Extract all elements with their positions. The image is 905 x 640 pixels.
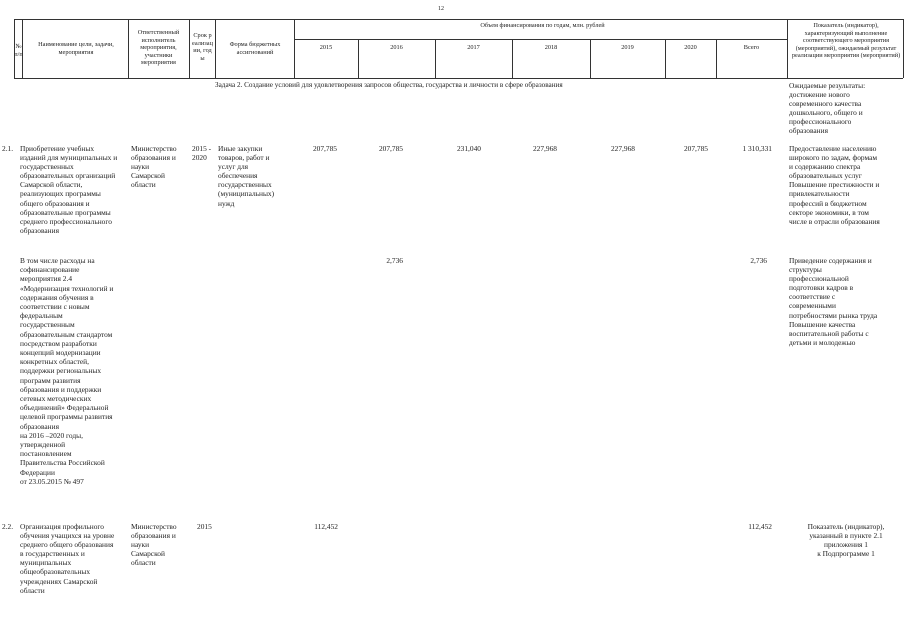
header-top-line xyxy=(14,19,903,20)
row-name: В том числе расходы на софинансирование мероприятия 2.4 «Модернизация технологий и содержания обучения в соответствии с новым федеральным государственным образовательным стандартом посредством разработки концепций модернизации конкретных областей, поддержки региональных программ развития образования и поддержки сетевых методических объединений» Федеральной целевой программы развития образования на 2016 –2020 годы, утвержденной постановлением Правительства Российской Федерации от 23.05.2015 № 497 xyxy=(20,256,114,486)
value-2016: 2,736 xyxy=(386,256,403,265)
header-executor: Ответственный исполнитель мероприятия, участники мероприятия xyxy=(137,29,180,67)
col-divider xyxy=(787,19,788,78)
header-year-line xyxy=(294,39,787,40)
value-2017: 231,040 xyxy=(456,144,481,153)
row-term: 2015 xyxy=(197,522,212,531)
col-divider xyxy=(189,19,190,78)
row-executor: Министерство образования и науки Самарской области xyxy=(131,144,177,190)
header-year-2019: 2019 xyxy=(621,44,634,51)
row-executor: Министерство образования и науки Самарской области xyxy=(131,522,177,568)
row-index: 2.2. xyxy=(2,522,14,531)
header-year-2020: 2020 xyxy=(684,44,697,51)
value-total: 112,452 xyxy=(748,522,772,531)
header-year-2016: 2016 xyxy=(390,44,403,51)
task-title: Задача 2. Создание условий для удовлетворения запросов общества, государства и личности в сфере образования xyxy=(215,81,563,89)
value-2015: 207,785 xyxy=(312,144,337,153)
header-term: Срок реализации, годы xyxy=(192,32,213,62)
header-year-2015: 2015 xyxy=(319,44,333,51)
row-name: Организация профильного обучения учащихся на уровне среднего общего образования в государственных и муниципальных общеобразовательных учреждениях Самарской области xyxy=(20,522,115,595)
row-term: 2015 - 2020 xyxy=(192,144,212,163)
row-index: 2.1. xyxy=(2,144,14,153)
row-form: Иные закупки товаров, работ и услуг для обеспечения государственных (муниципальных) нужд xyxy=(218,144,275,208)
page-number: 12 xyxy=(438,6,444,12)
value-2016: 207,785 xyxy=(378,144,403,153)
header-year-2017: 2017 xyxy=(467,44,480,51)
row-indicator: Приведение содержания и структуры профессиональной подготовки кадров в соответствие с современными потребностями рынка труда Повышение качества воспитательной работы с детьми и молодежью xyxy=(789,256,878,347)
header-index xyxy=(14,43,23,58)
header-bottom-line xyxy=(14,78,903,79)
value-2015: 112,452 xyxy=(314,522,338,531)
value-2018: 227,968 xyxy=(532,144,557,153)
col-divider xyxy=(128,19,129,78)
header-financing: Объем финансирования по годам, млн. рублей xyxy=(480,22,605,29)
row-indicator: Предоставление населению широкого по задам, формам и содержанию спектра образовательных услуг Повышение престижности и привлекательности профессий в бюджетном секторе экономики, в том числе в отрасли образования xyxy=(789,144,880,226)
header-index-line-1: № xyxy=(15,43,22,50)
task-result: Ожидаемые результаты: достижение нового современного качества дошкольного, общего и профессионального образования xyxy=(789,81,866,136)
header-total: Всего xyxy=(743,44,760,51)
value-2020: 207,785 xyxy=(683,144,708,153)
col-divider xyxy=(215,19,216,78)
header-form: Форма бюджетных ассигнований xyxy=(229,41,281,56)
col-divider xyxy=(903,19,904,78)
row-indicator: Показатель (индикатор), указанный в пункте 2.1 приложения 1 к Подпрограмме 1 xyxy=(807,522,885,559)
header-indicator: Показатель (индикатор), характеризующий выполнение соответствующего мероприятия (мероприятий), ожидаемый результат реализации мероприятия (мероприятий) xyxy=(791,22,901,60)
value-total: 2,736 xyxy=(750,256,767,265)
header-year-2018: 2018 xyxy=(544,44,558,51)
header-name: Наименование цели, задачи, мероприятия xyxy=(38,41,114,56)
header-index-line-2: п/п xyxy=(14,50,23,58)
value-total: 1 310,331 xyxy=(742,144,772,153)
row-name: Приобретение учебных изданий для муниципальных и государственных образовательных организаций Самарской области, реализующих программы общего образования и образовательные программы среднего профессионального образования xyxy=(20,144,118,235)
value-2019: 227,968 xyxy=(610,144,635,153)
